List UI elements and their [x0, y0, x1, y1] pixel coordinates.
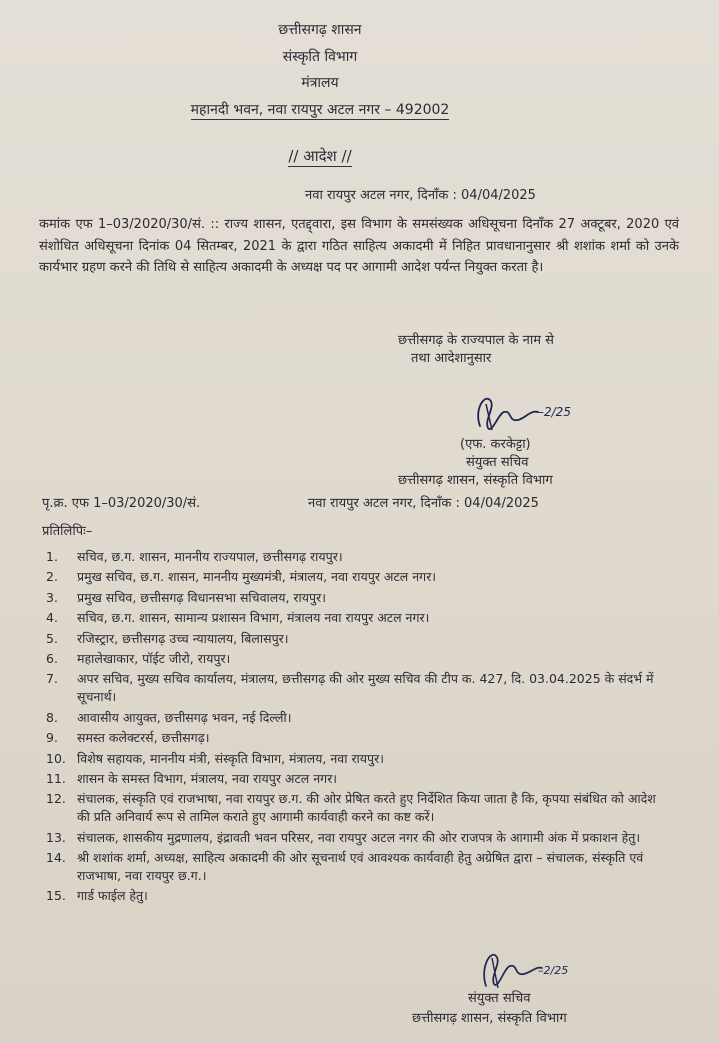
order-body-text: कमांक एफ 1–03/2020/30/सं. :: राज्य शासन, एतद्द्वारा, इस विभाग के समसंख्यक अधिसूचना दिनाँक 27 अक्टूबर, 2020 एवं संशोधित अधिसूचना दिनांक 04 सितम्बर, 2021 के द्वारा गठित साहित्य अकादमी में निहित प्रावधानानुसार श्री शशांक शर्मा को उनके कार्यभार ग्रहण करने की तिथि से साहित्य अकादमी के अध्यक्ष पद पर आगामी आदेश पर्यन्त नियुक्त करता है।	[39, 217, 679, 275]
header-department: संस्कृति विभाग	[282, 49, 358, 65]
copy-list-number: 2.	[46, 569, 58, 585]
signatory-designation: संयुक्त सचिव	[466, 455, 529, 470]
copy-label: प्रतिलिपिः–	[42, 524, 93, 539]
copy-list-text: प्रमुख सचिव, छ.ग. शासन, माननीय मुख्यमंत्री, मंत्रालय, नवा रायपुर अटल नगर।	[77, 569, 437, 585]
copy-list-text: आवासीय आयुक्त, छत्तीसगढ़ भवन, नई दिल्ली।	[77, 709, 292, 725]
signature-date-bottom: –2/25	[538, 964, 569, 977]
copy-list-number: 4.	[46, 610, 58, 626]
order-title-wrap	[0, 148, 640, 165]
copy-list-text: संचालक, शासकीय मुद्रणालय, इंद्रावती भवन परिसर, नवा रायपुर अटल नगर की ओर राजपत्र के आगामी अंक में प्रकाशन हेतु।	[77, 829, 641, 845]
authority-line-1: छत्तीसगढ़ के राज्यपाल के नाम से	[398, 333, 554, 348]
copy-list-item	[46, 849, 669, 885]
copy-list-item	[46, 829, 669, 847]
copy-list-text: गार्ड फाईल हेतु।	[77, 888, 148, 904]
header-government: छत्तीसगढ़ शासन	[278, 22, 362, 38]
copy-list-item	[46, 750, 669, 768]
copy-list-text: श्री शशांक शर्मा, अध्यक्ष, साहित्य अकादमी की ओर सूचनार्थ एवं आवश्यक कार्यवाही हेतु अग्रेषित द्वारा – संचालक, संस्कृति एवं राजभाषा, नवा रायपुर छ.ग.।	[77, 850, 644, 884]
place-date: नवा रायपुर अटल नगर, दिनाँक : 04/04/2025	[305, 188, 536, 203]
signatory-department: छत्तीसगढ़ शासन, संस्कृति विभाग	[398, 473, 553, 488]
copy-list-item	[46, 790, 669, 826]
copy-list-number: 15.	[46, 888, 66, 904]
copy-list-number: 8.	[46, 709, 58, 725]
copy-list-number: 13.	[46, 829, 66, 845]
copy-list-text: शासन के समस्त विभाग, मंत्रालय, नवा रायपुर अटल नगर।	[77, 770, 338, 786]
footer-department: छत्तीसगढ़ शासन, संस्कृति विभाग	[412, 1011, 567, 1026]
copy-list-item	[46, 729, 669, 747]
copy-list-number: 9.	[46, 730, 58, 746]
copy-list-number: 14.	[46, 850, 66, 866]
copy-list-item	[46, 670, 669, 706]
copy-list-text: सचिव, छ.ग. शासन, सामान्य प्रशासन विभाग, मंत्रालय नवा रायपुर अटल नगर।	[77, 610, 430, 626]
copy-list-item	[46, 709, 669, 727]
order-title: // आदेश //	[288, 147, 352, 165]
copy-list-text: विशेष सहायक, माननीय मंत्री, संस्कृति विभाग, मंत्रालय, नवा रायपुर।	[77, 750, 384, 766]
copy-list-text: प्रमुख सचिव, छत्तीसगढ़ विधानसभा सचिवालय, रायपुर।	[77, 589, 326, 605]
signatory-name: (एफ. करकेट्टा)	[460, 437, 531, 452]
copy-list-number: 11.	[46, 770, 66, 786]
copy-list-item	[46, 568, 669, 586]
copy-list-text: संचालक, संस्कृति एवं राजभाषा, नवा रायपुर छ.ग. की ओर प्रेषित करते हुए निर्देशित किया जाता है कि, कृपया संबंधित को आदेश की प्रति अनिवार्य रूप से तामिल कराते हुए आगामी कार्यवाही करने का कष्ट करें।	[77, 791, 656, 825]
copy-list-item	[46, 887, 669, 905]
copy-recipient-list	[46, 548, 669, 908]
copy-list-item	[46, 650, 669, 668]
copy-list-number: 1.	[46, 549, 58, 564]
copy-list-item	[46, 770, 669, 788]
copy-list-item	[46, 609, 669, 627]
footer-designation: संयुक्त सचिव	[468, 991, 531, 1006]
header-address: महानदी भवन, नवा रायपुर अटल नगर – 492002	[190, 102, 450, 118]
endorsement-reference: पृ.क्र. एफ 1–03/2020/30/सं.	[42, 496, 201, 511]
copy-list-item	[46, 548, 669, 566]
copy-list-item	[46, 630, 669, 648]
authority-line-2: तथा आदेशानुसार	[411, 351, 492, 366]
copy-list-number: 5.	[46, 630, 58, 646]
copy-list-item	[46, 589, 669, 607]
endorsement-date: नवा रायपुर अटल नगर, दिनाँक : 04/04/2025	[308, 496, 539, 511]
signature-mark-bottom	[476, 946, 586, 994]
copy-list-text: सचिव, छ.ग. शासन, माननीय राज्यपाल, छत्तीसगढ़ रायपुर।	[77, 549, 343, 564]
copy-list-number: 7.	[46, 671, 58, 687]
copy-list-text: अपर सचिव, मुख्य सचिव कार्यालय, मंत्रालय, छत्तीसगढ़ की ओर मुख्य सचिव की टीप क. 427, दि. 03.04.2025 के संदर्भ में सूचनार्थ।	[77, 671, 654, 705]
copy-list-text: महालेखाकार, पॉईट जीरो, रायपुर।	[77, 650, 231, 666]
copy-list-number: 3.	[46, 589, 58, 605]
signature-date-top: –2/25	[538, 405, 571, 419]
copy-list-number: 12.	[46, 791, 66, 807]
signature-mark-top	[468, 390, 598, 440]
header-ministry: मंत्रालय	[301, 75, 339, 91]
copy-list-text: समस्त कलेक्टरर्स, छत्तीसगढ़।	[77, 730, 210, 746]
copy-list-text: रजिस्ट्रार, छत्तीसगढ़ उच्च न्यायालय, बिलासपुर।	[77, 630, 289, 646]
header-address-wrap	[0, 102, 640, 119]
copy-list-number: 6.	[46, 650, 58, 666]
copy-list-number: 10.	[46, 750, 66, 766]
